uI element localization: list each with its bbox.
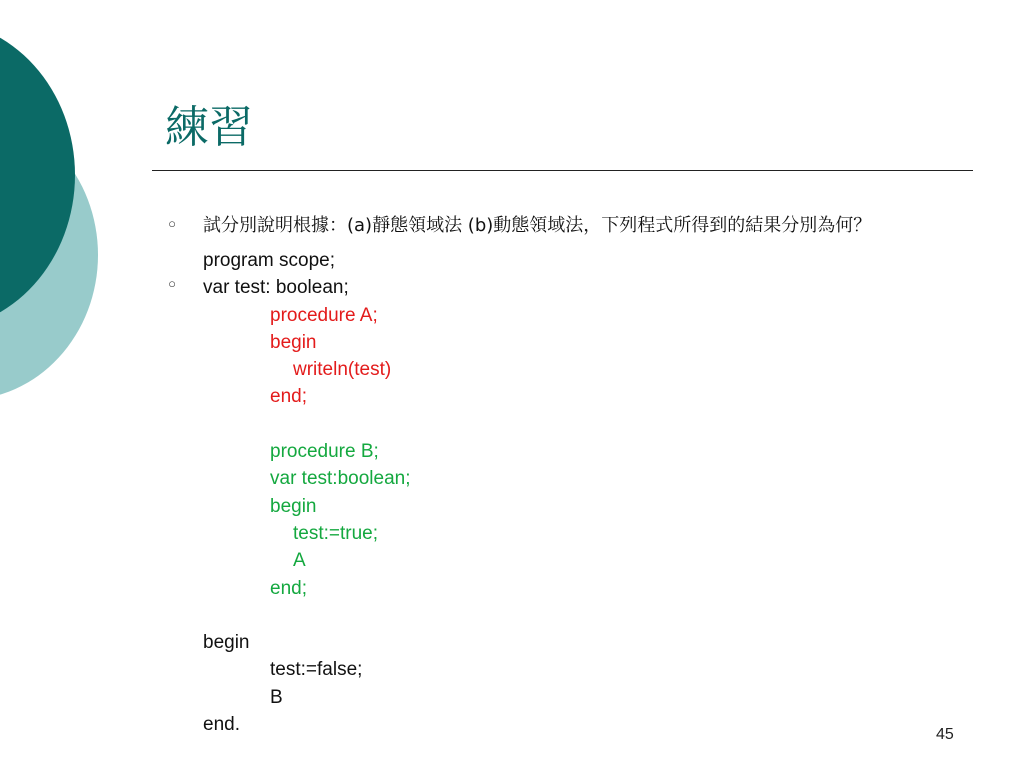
code-line: writeln(test) (293, 359, 392, 381)
code-line: A (293, 550, 306, 572)
code-line: var test:boolean; (270, 468, 411, 490)
slide-title: 練習 (165, 102, 253, 153)
page-number: 45 (936, 726, 954, 743)
slide-body (203, 213, 963, 738)
code-line: end. (203, 714, 240, 736)
code-line: test:=true; (293, 522, 379, 544)
code-line: end; (270, 577, 307, 599)
code-line (203, 411, 963, 438)
bullet-icon: ○ (168, 216, 176, 231)
code-line (203, 602, 963, 629)
code-line: end; (270, 386, 307, 408)
code-line: procedure B; (270, 441, 379, 463)
code-line: var test: boolean; (203, 277, 349, 299)
code-line: begin (270, 495, 317, 517)
bullet-icon: ○ (168, 276, 176, 291)
code-line: program scope; (203, 250, 336, 271)
code-line: test:=false; (270, 659, 363, 681)
title-divider (152, 170, 973, 171)
code-line: begin (203, 632, 250, 654)
code-line: B (270, 686, 283, 708)
code-line: procedure A; (270, 304, 378, 326)
program-code (203, 247, 963, 738)
question-text: 試分別說明根據：(a)靜態領域法 (b)動態領域法，下列程式所得到的結果分別為何？ (203, 215, 872, 236)
code-line: begin (270, 331, 317, 353)
